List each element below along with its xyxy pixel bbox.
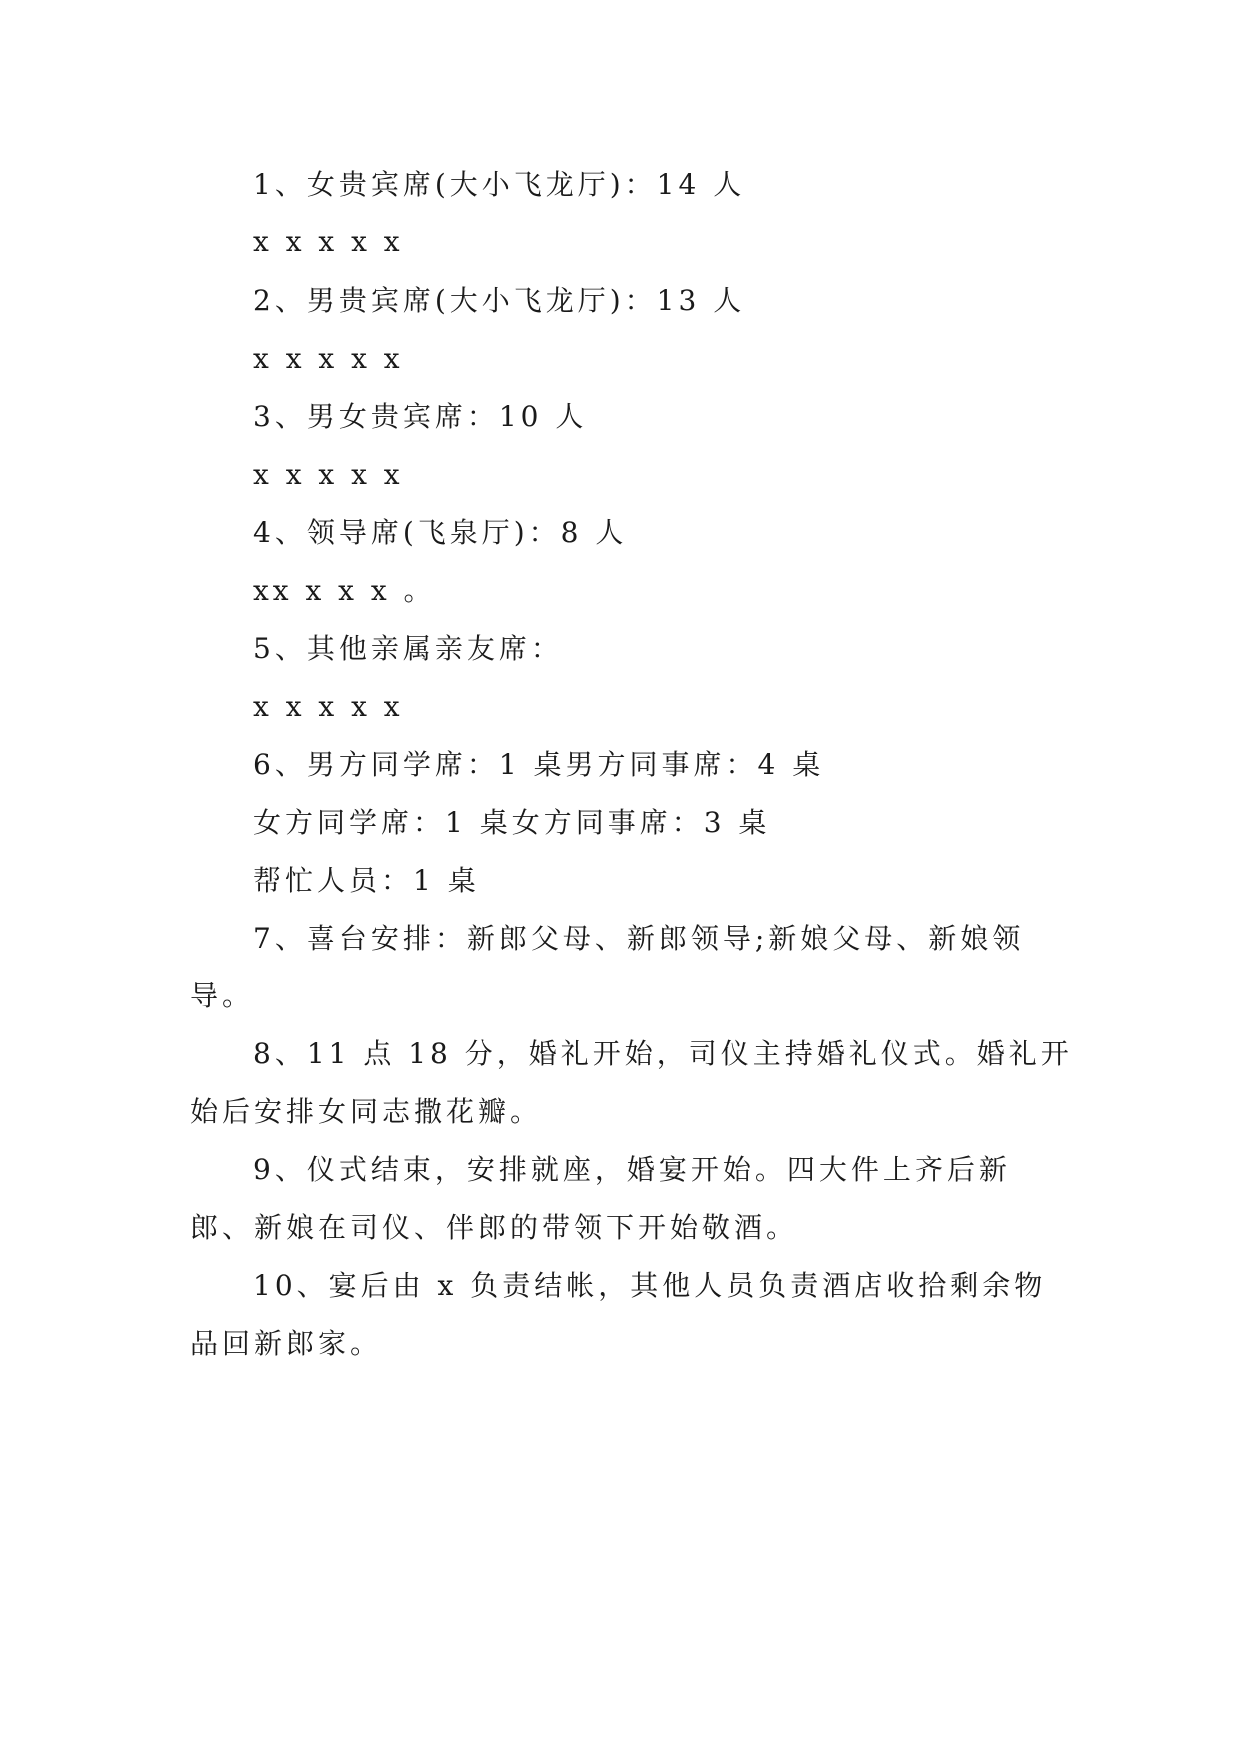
item-6-groom-tables: 6、男方同学席：1 桌男方同事席：4 桌 (253, 748, 825, 781)
item-8-ceremony-start: 8、11 点 18 分，婚礼开始，司仪主持婚礼仪式。婚礼开 (253, 1037, 1073, 1070)
item-4-names: xx x x x 。 (253, 574, 436, 607)
item-3-names: x x x x x (253, 458, 404, 491)
item-5-relatives: 5、其他亲属亲友席： (253, 632, 563, 665)
item-2-male-guests: 2、男贵宾席(大小飞龙厅)：13 人 (253, 284, 746, 317)
item-3-mixed-guests: 3、男女贵宾席：10 人 (253, 400, 588, 433)
item-6-helpers: 帮忙人员：1 桌 (253, 864, 480, 897)
item-5-names: x x x x x (253, 690, 404, 723)
item-7-continued: 导。 (190, 979, 255, 1012)
item-4-leaders: 4、领导席(飞泉厅)：8 人 (253, 516, 628, 549)
item-1-female-guests: 1、女贵宾席(大小飞龙厅)：14 人 (253, 168, 746, 201)
item-2-names: x x x x x (253, 342, 404, 375)
item-6-bride-tables: 女方同学席：1 桌女方同事席：3 桌 (253, 806, 771, 839)
item-7-head-table: 7、喜台安排：新郎父母、新郎领导;新娘父母、新娘领 (253, 922, 1025, 955)
item-9-continued: 郎、新娘在司仪、伴郎的带领下开始敬酒。 (190, 1211, 799, 1244)
item-8-continued: 始后安排女同志撒花瓣。 (190, 1095, 543, 1128)
item-9-banquet-start: 9、仪式结束，安排就座，婚宴开始。四大件上齐后新 (253, 1153, 1011, 1186)
item-10-continued: 品回新郎家。 (190, 1327, 383, 1360)
item-1-names: x x x x x (253, 225, 404, 258)
item-10-after-banquet: 10、宴后由 x 负责结帐，其他人员负责酒店收拾剩余物 (253, 1269, 1047, 1302)
